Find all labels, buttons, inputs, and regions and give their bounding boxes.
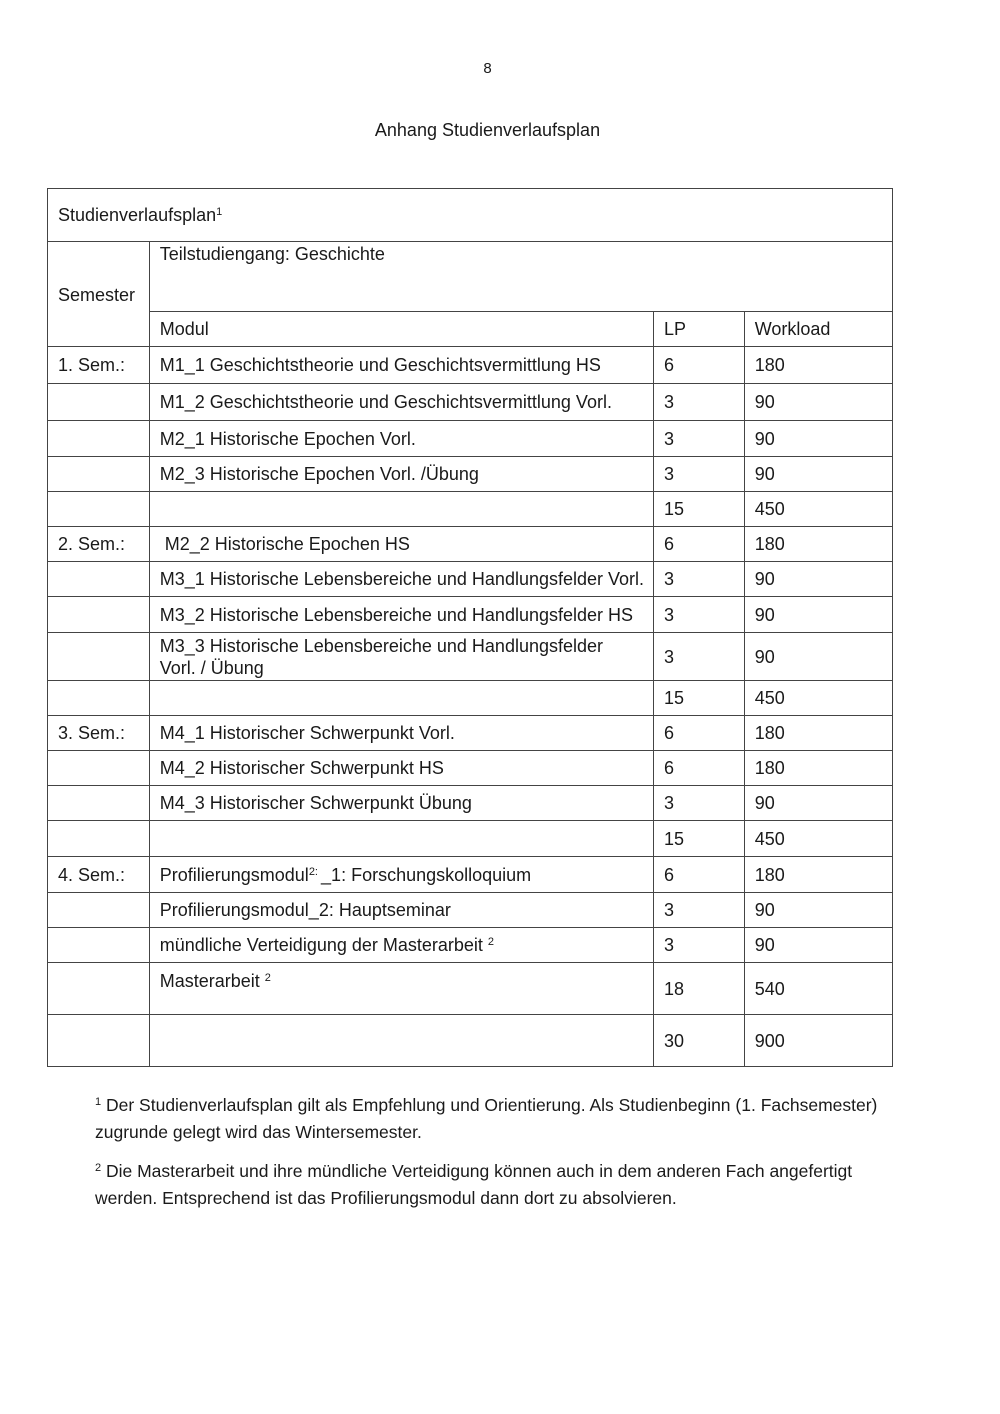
lp-cell: 15 xyxy=(654,821,745,857)
lp-cell: 6 xyxy=(654,347,745,384)
module-cell xyxy=(149,821,653,857)
lp-cell: 6 xyxy=(654,857,745,893)
semester-cell xyxy=(48,1015,150,1067)
workload-cell: 90 xyxy=(744,421,892,457)
column-header-row xyxy=(48,312,893,347)
semester-cell xyxy=(48,457,150,492)
lp-cell: 3 xyxy=(654,786,745,821)
subtotal-row xyxy=(48,821,893,857)
module-cell xyxy=(149,963,653,1015)
semester-header: Semester xyxy=(58,285,136,305)
subtotal-row xyxy=(48,492,893,527)
table-row xyxy=(48,751,893,786)
table-row xyxy=(48,597,893,633)
subprogram-cell xyxy=(149,242,892,312)
workload-cell: 90 xyxy=(744,597,892,633)
table-row xyxy=(48,421,893,457)
profil1-post: _1: Forschungskolloquium xyxy=(321,864,532,885)
workload-cell: 90 xyxy=(744,633,892,681)
workload-cell: 450 xyxy=(744,821,892,857)
lp-cell: 3 xyxy=(654,421,745,457)
table-row xyxy=(48,963,893,1015)
semester-cell: 4. Sem.: xyxy=(48,857,150,893)
workload-cell: 90 xyxy=(744,928,892,963)
workload-header: Workload xyxy=(744,312,892,347)
semester-cell xyxy=(48,928,150,963)
semester-cell xyxy=(48,681,150,716)
semester-cell: 1. Sem.: xyxy=(48,347,150,384)
table-row xyxy=(48,716,893,751)
module-cell: M2_2 Historische Epochen HS xyxy=(149,527,653,562)
module-cell: M2_3 Historische Epochen Vorl. /Übung xyxy=(149,457,653,492)
module-cell xyxy=(149,857,653,893)
thesis-label: Masterarbeit xyxy=(159,971,265,991)
semester-cell xyxy=(48,384,150,421)
page-heading: Anhang Studienverlaufsplan xyxy=(374,120,601,140)
subtotal-row xyxy=(48,681,893,716)
semester-cell: 3. Sem.: xyxy=(48,716,150,751)
module-cell: M2_1 Historische Epochen Vorl. xyxy=(149,421,653,457)
workload-cell: 90 xyxy=(744,786,892,821)
workload-cell: 180 xyxy=(744,751,892,786)
lp-cell: 6 xyxy=(654,527,745,562)
semester-cell xyxy=(48,751,150,786)
semester-cell xyxy=(48,821,150,857)
module-cell xyxy=(149,1015,653,1067)
module-cell xyxy=(149,492,653,527)
workload-cell: 450 xyxy=(744,492,892,527)
workload-cell: 90 xyxy=(744,384,892,421)
table-row xyxy=(48,562,893,597)
table-row xyxy=(48,347,893,384)
table-title: Studienverlaufsplan xyxy=(58,205,217,225)
semester-cell xyxy=(48,893,150,928)
module-cell: M4_3 Historischer Schwerpunkt Übung xyxy=(149,786,653,821)
module-cell: Profilierungsmodul_2: Hauptseminar xyxy=(149,893,653,928)
module-header: Modul xyxy=(149,312,653,347)
module-cell xyxy=(149,681,653,716)
table-title-cell xyxy=(48,189,893,242)
workload-cell: 180 xyxy=(744,857,892,893)
module-cell: M1_2 Geschichtstheorie und Geschichtsvermittlung Vorl. xyxy=(149,384,653,421)
module-cell: M3_1 Historische Lebensbereiche und Handlungsfelder Vorl. xyxy=(149,562,653,597)
workload-cell: 540 xyxy=(744,963,892,1015)
lp-cell: 3 xyxy=(654,384,745,421)
workload-cell: 180 xyxy=(744,527,892,562)
footnote-2-marker: 2 xyxy=(95,1162,102,1174)
lp-cell: 30 xyxy=(654,1015,745,1067)
subprogram-row xyxy=(48,242,893,312)
footnote-1-marker: 1 xyxy=(95,1096,102,1108)
subprogram-label: Teilstudiengang: Geschichte xyxy=(159,244,385,264)
footnote-2 xyxy=(95,1158,915,1212)
semester-cell: 2. Sem.: xyxy=(48,527,150,562)
footnote-2-text: Die Masterarbeit und ihre mündliche Verteidigung können auch in dem anderen Fach angefertigt werden. Entsprechend ist das Profilierungsmodul dann dort zu absolvieren. xyxy=(95,1161,853,1208)
module-cell: M1_1 Geschichtstheorie und Geschichtsvermittlung HS xyxy=(149,347,653,384)
table-row xyxy=(48,457,893,492)
table-row xyxy=(48,633,893,681)
lp-cell: 6 xyxy=(654,716,745,751)
study-plan-table xyxy=(47,188,893,1067)
module-cell: M4_1 Historischer Schwerpunkt Vorl. xyxy=(149,716,653,751)
page-number: 8 xyxy=(483,60,492,77)
semester-cell xyxy=(48,492,150,527)
table-row xyxy=(48,857,893,893)
lp-cell: 3 xyxy=(654,562,745,597)
semester-cell xyxy=(48,963,150,1015)
footnote-ref-2: 2: xyxy=(308,865,322,878)
semester-cell xyxy=(48,421,150,457)
lp-cell: 3 xyxy=(654,893,745,928)
footnote-ref-1: 1 xyxy=(216,206,223,218)
semester-cell xyxy=(48,633,150,681)
footnote-ref-2: 2 xyxy=(487,936,495,948)
workload-cell: 180 xyxy=(744,347,892,384)
semester-cell xyxy=(48,786,150,821)
footnote-1 xyxy=(95,1092,915,1146)
module-cell: M4_2 Historischer Schwerpunkt HS xyxy=(149,751,653,786)
defense-label: mündliche Verteidigung der Masterarbeit xyxy=(159,935,488,955)
lp-cell: 18 xyxy=(654,963,745,1015)
lp-cell: 3 xyxy=(654,633,745,681)
total-row xyxy=(48,1015,893,1067)
lp-header: LP xyxy=(654,312,745,347)
workload-cell: 180 xyxy=(744,716,892,751)
workload-cell: 90 xyxy=(744,562,892,597)
lp-cell: 3 xyxy=(654,597,745,633)
lp-cell: 6 xyxy=(654,751,745,786)
workload-cell: 900 xyxy=(744,1015,892,1067)
table-title-row xyxy=(48,189,893,242)
table-row xyxy=(48,384,893,421)
semester-header-cell xyxy=(48,242,150,347)
profil1-pre: Profilierungsmodul xyxy=(159,864,309,885)
footnotes xyxy=(95,1092,915,1224)
module-cell: M3_2 Historische Lebensbereiche und Handlungsfelder HS xyxy=(149,597,653,633)
lp-cell: 15 xyxy=(654,492,745,527)
semester-cell xyxy=(48,597,150,633)
module-cell: M3_3 Historische Lebensbereiche und Handlungsfelder Vorl. / Übung xyxy=(149,633,653,681)
lp-cell: 3 xyxy=(654,928,745,963)
lp-cell: 15 xyxy=(654,681,745,716)
table-row xyxy=(48,786,893,821)
footnote-ref-2: 2 xyxy=(264,972,271,984)
footnote-1-text: Der Studienverlaufsplan gilt als Empfehlung und Orientierung. Als Studienbeginn (1. Fachsemester) zugrunde gelegt wird das Wintersemester. xyxy=(95,1095,878,1142)
table-row xyxy=(48,527,893,562)
workload-cell: 90 xyxy=(744,893,892,928)
semester-cell xyxy=(48,562,150,597)
workload-cell: 450 xyxy=(744,681,892,716)
table-row xyxy=(48,893,893,928)
lp-cell: 3 xyxy=(654,457,745,492)
table-row xyxy=(48,928,893,963)
workload-cell: 90 xyxy=(744,457,892,492)
module-cell xyxy=(149,928,653,963)
